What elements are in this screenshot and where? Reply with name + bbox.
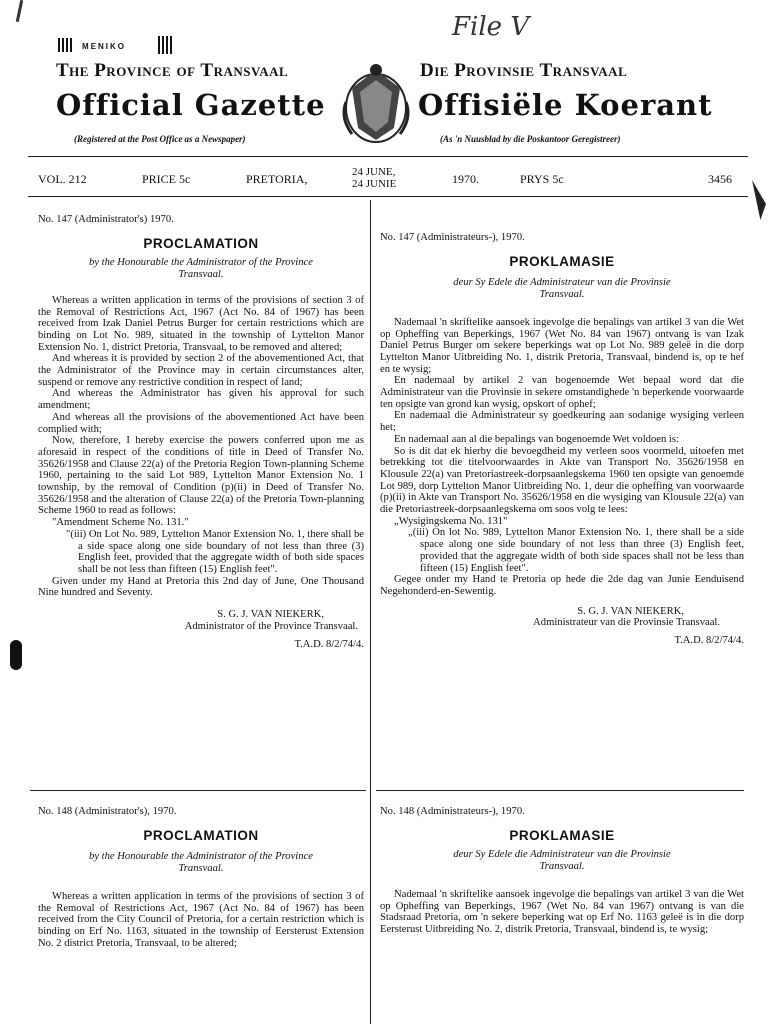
section-rule-left [30, 790, 366, 791]
given-under-hand: Given under my Hand at Pretoria this 2nd day of June, One Thousand Nine hundred and Seventy. [38, 575, 364, 599]
binding-mark [10, 640, 22, 670]
proclamation-number: No. 148 (Administrator's), 1970. [38, 806, 177, 817]
paragraph: Whereas a written application in terms of the provisions of section 3 of the Removal of Restrictions Act, 1967 (Act No. 84 of 1967) has been received from Izak Daniel Petrus Burger for certain restrictions which are binding on Lot No. 989, situated in the township of Lyttelton Manor Extension No. 1, district Pretoria, Transvaal, to be removed and altered; [38, 294, 364, 353]
registration-afrikaans: (As 'n Nuusblad by die Poskantoor Geregistreer) [440, 134, 621, 144]
proclamation-heading: PROCLAMATION [143, 827, 259, 843]
right-proklamasie-148 [380, 806, 744, 936]
column-divider [370, 200, 371, 1024]
signer-name: S. G. J. VAN NIEKERK, [577, 605, 684, 617]
title-afrikaans: Die Provinsie Transvaal [420, 60, 628, 81]
price: PRICE 5c [142, 172, 191, 186]
paragraph: Nademaal 'n skriftelike aansoek ingevolge die bepalings van artikel 3 van die Wet op Opheffing van Beperkings, 1967 (Wet No. 84 van 1967) ontvang is van Izak Daniel Petrus Burger om sekere beperkings wat op Lot No. 989 geleë in die dorp Lyttelton Manor Uitbreiding No. 1, distrik Pretoria, Transvaal, bindend is, op te hef en te wysig; [380, 316, 744, 375]
amendment-clause: „(iii) On lot No. 989, Lyttelton Manor Extension No. 1, there shall be a side space along one side boundary of not less than three (3) English feet, provided that the aggregate width of both side spaces shall not be less than fifteen (15) English feet". [408, 527, 744, 574]
paragraph: Whereas a written application in terms of the provisions of section 3 of the Removal of Restrictions Act, 1967 (Act No. 84 of 1967) has been received from the City Council of Pretoria, for a certain restriction which is binding on Erf No. 1163, situated in the township of Eersterust Extension No. 2 district Pretoria, Transvaal, to be altered; [38, 890, 364, 949]
proclamation-number: No. 148 (Administrateurs-), 1970. [380, 806, 525, 817]
paragraph: En nademaal by artikel 2 van bogenoemde Wet bepaal word dat die Administrateur van die Provinsie in sekere omstandighede 'n beperkende voorwaarde ten opsigte van grond kan wysig, opskort of ophef; [380, 375, 744, 410]
left-proclamation-148 [38, 806, 364, 949]
handwritten-annotation: File V [452, 12, 530, 42]
proclamation-heading: PROCLAMATION [143, 235, 259, 251]
proclamation-heading: PROKLAMASIE [509, 827, 615, 843]
paragraph: En nademaal aan al die bepalings van bogenoemde Wet voldoen is: [394, 433, 679, 445]
proclamation-number: No. 147 (Administrateurs-), 1970. [380, 232, 525, 243]
paragraph: Now, therefore, I hereby exercise the powers conferred upon me as aforesaid in respect of the conditions of title in Deed of Transfer No. 35626/1958 and Clause 22(a) of the Pretoria Region Town-planning Scheme 1960, pertaining to the said Lot 989, Lyttelton Manor Extension No. 1 township, by the removal of Condition (p)(ii) in Deed of Transfer No. 35626/1958 and the alteration of Clause 22(a) of the Pretoria Town-planning Scheme 1960 to read as follows: [38, 435, 364, 517]
gazette-title-english: Official Gazette [56, 88, 326, 122]
issue-rule [28, 196, 748, 197]
proclamation-byline: deur Sy Edele die Administrateur van die Provinsie Transvaal. [453, 277, 671, 301]
reference: T.A.D. 8/2/74/4. [674, 635, 744, 647]
proclamation-heading: PROKLAMASIE [509, 253, 615, 269]
left-proclamation-147 [38, 214, 364, 650]
proclamation-byline: by the Honourable the Administrator of the Province Transvaal. [89, 851, 313, 875]
year: 1970. [452, 172, 479, 186]
paragraph: So is dit dat ek hierby die bevoegdheid my verleen soos voormeld, uitoefen met betrekking tot die titelvoorwaardes in Akte van Transport No. 35626/1958 en Klousule 22(a) van Pretoriastreek-dorpsaanlegskema 1960 ten opsigte van genoemde Lot 989, dorp Lyttelton Manor Uitbreiding No. 1, deur die opheffing van voorwaarde (p)(ii) in Akte van Transport No. 35626/1958 en die wysiging van Klousule 22(a) van die Pretoriastreek-dorpsaanlegskema om soos volg te lees: [380, 445, 744, 516]
volume: VOL. 212 [38, 172, 87, 186]
amendment-clause: "(iii) On Lot No. 989, Lyttelton Manor Extension No. 1, there shall be a side space along one side boundary of not less than three (3) English feet, provided that the aggregate width of both side spaces shall be not less than fifteen (15) English feet". [66, 528, 364, 575]
meniko-label: MENIKO [82, 42, 126, 51]
paragraph: "Amendment Scheme No. 131." [52, 517, 189, 529]
section-rule-right [376, 790, 744, 791]
place: PRETORIA, [246, 172, 308, 186]
signer-name: S. G. J. VAN NIEKERK, [217, 609, 324, 621]
date-english: 24 JUNE, [352, 166, 396, 178]
paragraph: En nademaal die Administrateur sy goedkeuring aan sodanige wysiging verleen het; [380, 410, 744, 434]
paragraph: Nademaal 'n skriftelike aansoek ingevolge die bepalings van artikel 3 van die Wet op Opheffing van Beperkings, 1967 (Wet No. 84 van 1967) ontvang is van die Stadsraad Pretoria, om 'n sekere beperking wat op Erf No. 1163 geleë is in die dorp Eersterust Uitbreiding No. 2, distrik Pretoria, Transvaal, bindend is, te wysig; [380, 888, 744, 935]
issue-number: 3456 [708, 172, 732, 186]
title-english: The Province of Transvaal [56, 60, 289, 81]
barcode-mark-right [158, 36, 172, 54]
registration-english: (Registered at the Post Office as a Newspaper) [74, 134, 246, 144]
price-afrikaans: PRYS 5c [520, 172, 564, 186]
proclamation-byline: by the Honourable the Administrator of the Province Transvaal. [89, 257, 313, 281]
top-rule [28, 156, 748, 157]
right-proklamasie-147 [380, 232, 744, 647]
proclamation-byline: deur Sy Edele die Administrateur van die Provinsie Transvaal. [453, 849, 671, 873]
scan-mark [752, 180, 766, 220]
given-under-hand: Gegee onder my Hand te Pretoria op hede die 2de dag van Junie Eenduisend Negehonderd-en-Sewentig. [380, 574, 744, 597]
date-afrikaans: 24 JUNIE [352, 178, 397, 190]
paragraph: And whereas all the provisions of the abovementioned Act have been complied with; [38, 411, 364, 435]
coat-of-arms-emblem [338, 58, 414, 146]
signer-office: Administrateur van die Provinsie Transvaal. [533, 617, 720, 629]
scan-mark [16, 0, 24, 22]
paragraph: „Wysigingskema No. 131" [394, 515, 508, 527]
paragraph: And whereas it is provided by section 2 of the abovementioned Act, that the Administrator of the Province may in certain circumstances alter, suspend or remove any restrictive condition in respect of land; [38, 353, 364, 388]
gazette-title-afrikaans: Offisiële Koerant [418, 88, 713, 122]
reference: T.A.D. 8/2/74/4. [294, 638, 364, 650]
proclamation-number: No. 147 (Administrator's) 1970. [38, 214, 174, 225]
barcode-mark [58, 38, 74, 52]
signer-office: Administrator of the Province Transvaal. [184, 620, 358, 632]
paragraph: And whereas the Administrator has given his approval for such amendment; [38, 388, 364, 412]
